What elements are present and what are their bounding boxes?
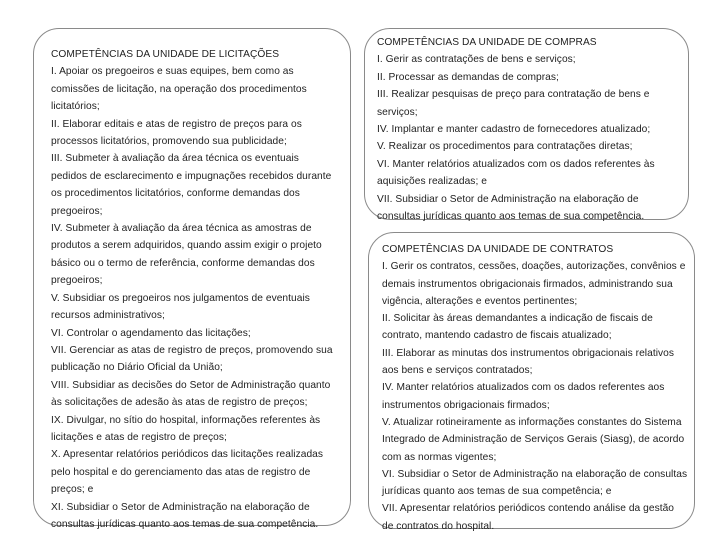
contratos-text	[382, 241, 688, 535]
contratos-item-1: I. Gerir os contratos, cessões, doações, autorizações, convênios e demais instrumentos obrigacionais firmados, administrando sua vigência, alterações e eventos pertinentes;	[382, 261, 686, 307]
compras-item-4: IV. Implantar e manter cadastro de fornecedores atualizado;	[377, 124, 651, 136]
compras-title: COMPETÊNCIAS DA UNIDADE DE COMPRAS	[377, 37, 597, 48]
compras-item-5: V. Realizar os procedimentos para contratações diretas;	[377, 141, 633, 153]
contratos-item-4: IV. Manter relatórios atualizados com os dados referentes aos instrumentos obrigacionais firmados;	[382, 382, 665, 411]
licitacoes-item-4: IV. Submeter à avaliação da área técnica as amostras de produtos a serem adquiridos, quando assim exigir o projeto básico ou o termo de referência, conforme demandas dos pregoeiros;	[51, 223, 322, 287]
licitacoes-item-6: VI. Controlar o agendamento das licitações;	[51, 327, 251, 339]
licitacoes-text	[51, 46, 337, 533]
compras-item-7: VII. Subsidiar o Setor de Administração na elaboração de consultas jurídicas quanto aos temas de sua competência.	[377, 193, 645, 223]
compras-item-2: II. Processar as demandas de compras;	[377, 71, 559, 83]
contratos-item-7: VII. Apresentar relatórios periódicos contendo análise da gestão de contratos do hospital.	[382, 503, 675, 532]
licitacoes-title: COMPETÊNCIAS DA UNIDADE DE LICITAÇÕES	[51, 49, 280, 60]
compras-item-1: I. Gerir as contratações de bens e serviços;	[377, 54, 576, 66]
licitacoes-item-3: III. Submeter à avaliação da área técnica os eventuais pedidos de esclarecimento e impugnações recebidos durante os procedimentos licitatórios, conforme demandas dos pregoeiros;	[51, 153, 332, 217]
contratos-item-3: III. Elaborar as minutas dos instrumentos obrigacionais relativos aos bens e serviços contratados;	[382, 347, 675, 377]
licitacoes-item-9: IX. Divulgar, no sítio do hospital, informações referentes às licitações e atas de registro de preços;	[51, 414, 321, 443]
licitacoes-item-11: XI. Subsidiar o Setor de Administração na elaboração de consultas jurídicas quanto aos temas de sua competência.	[51, 501, 319, 530]
contratos-item-5: V. Atualizar rotineiramente as informações constantes do Sistema Integrado de Administração de Serviços Gerais (Siasg), de acordo com as normas vigentes;	[382, 416, 685, 463]
licitacoes-item-8: VIII. Subsidiar as decisões do Setor de Administração quanto às solicitações de adesão às atas de registro de preços;	[51, 379, 331, 409]
licitacoes-item-1: I. Apoiar os pregoeiros e suas equipes, bem como as comissões de licitação, na operação dos procedimentos licitatórios;	[51, 66, 307, 113]
licitacoes-item-5: V. Subsidiar os pregoeiros nos julgamentos de eventuais recursos administrativos;	[51, 292, 310, 322]
compras-text	[377, 34, 683, 225]
compras-item-6: VI. Manter relatórios atualizados com os dados referentes às aquisições realizadas; e	[377, 158, 655, 188]
contratos-item-2: II. Solicitar às áreas demandantes a indicação de fiscais de contrato, mantendo cadastro de fiscais atualizado;	[382, 313, 653, 342]
licitacoes-item-2: II. Elaborar editais e atas de registro de preços para os processos licitatórios, promovendo sua publicidade;	[51, 118, 302, 148]
licitacoes-item-10: X. Apresentar relatórios periódicos das licitações realizadas pelo hospital e do gerenciamento das atas de registro de preços; e	[51, 449, 324, 496]
contratos-item-6: VI. Subsidiar o Setor de Administração na elaboração de consultas jurídicas quanto aos temas de sua competência; e	[382, 468, 688, 498]
licitacoes-item-7: VII. Gerenciar as atas de registro de preços, promovendo sua publicação no Diário Oficial da União;	[51, 344, 333, 374]
contratos-title: COMPETÊNCIAS DA UNIDADE DE CONTRATOS	[382, 244, 614, 255]
compras-item-3: III. Realizar pesquisas de preço para contratação de bens e serviços;	[377, 89, 650, 118]
